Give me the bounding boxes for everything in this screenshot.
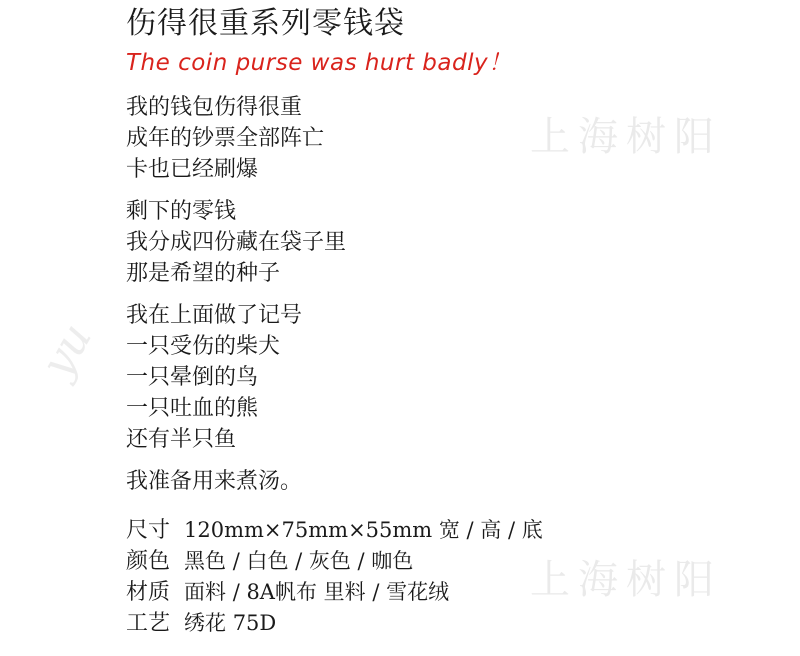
spec-label: 工艺 <box>126 611 171 636</box>
spec-label: 材质 <box>126 580 171 605</box>
poem-line: 卡也已经刷爆 <box>126 157 259 182</box>
stanza-1 <box>126 92 324 185</box>
poem-line: 一只受伤的柴犬 <box>126 334 281 359</box>
spec-list <box>126 515 543 639</box>
poem-line: 剩下的零钱 <box>126 199 237 224</box>
poem-line: 那是希望的种子 <box>126 261 281 286</box>
spec-value: 120mm×75mm×55mm 宽 / 高 / 底 <box>184 518 543 542</box>
poem-line: 我的钱包伤得很重 <box>126 95 303 120</box>
spec-row-color <box>126 546 543 577</box>
poem-line: 一只晕倒的鸟 <box>126 365 259 390</box>
poem-line: 还有半只鱼 <box>126 427 237 452</box>
spec-value: 黑色 / 白色 / 灰色 / 咖色 <box>184 549 414 573</box>
spec-label: 尺寸 <box>126 518 171 543</box>
watermark: 上海树阳 <box>530 557 722 603</box>
poem-line: 我准备用来煮汤。 <box>126 469 303 494</box>
poem-line: 我分成四份藏在袋子里 <box>126 230 347 255</box>
poem-line: 成年的钞票全部阵亡 <box>126 126 325 151</box>
stanza-4 <box>126 466 302 497</box>
spec-label: 颜色 <box>126 549 171 574</box>
poem-line: 一只吐血的熊 <box>126 396 259 421</box>
spec-row-material <box>126 577 543 608</box>
spec-value: 绣花 75D <box>184 611 277 635</box>
stanza-3 <box>126 300 302 455</box>
page-title: 伤得很重系列零钱袋 <box>126 6 405 41</box>
spec-row-size <box>126 515 543 546</box>
page-subtitle: The coin purse was hurt badly！ <box>126 50 512 76</box>
spec-value: 面料 / 8A帆布 里料 / 雪花绒 <box>184 580 450 604</box>
poem-line: 我在上面做了记号 <box>126 303 303 328</box>
side-watermark: yu <box>31 314 102 387</box>
spec-row-craft <box>126 608 543 639</box>
watermark: 上海树阳 <box>530 114 722 160</box>
stanza-2 <box>126 196 346 289</box>
